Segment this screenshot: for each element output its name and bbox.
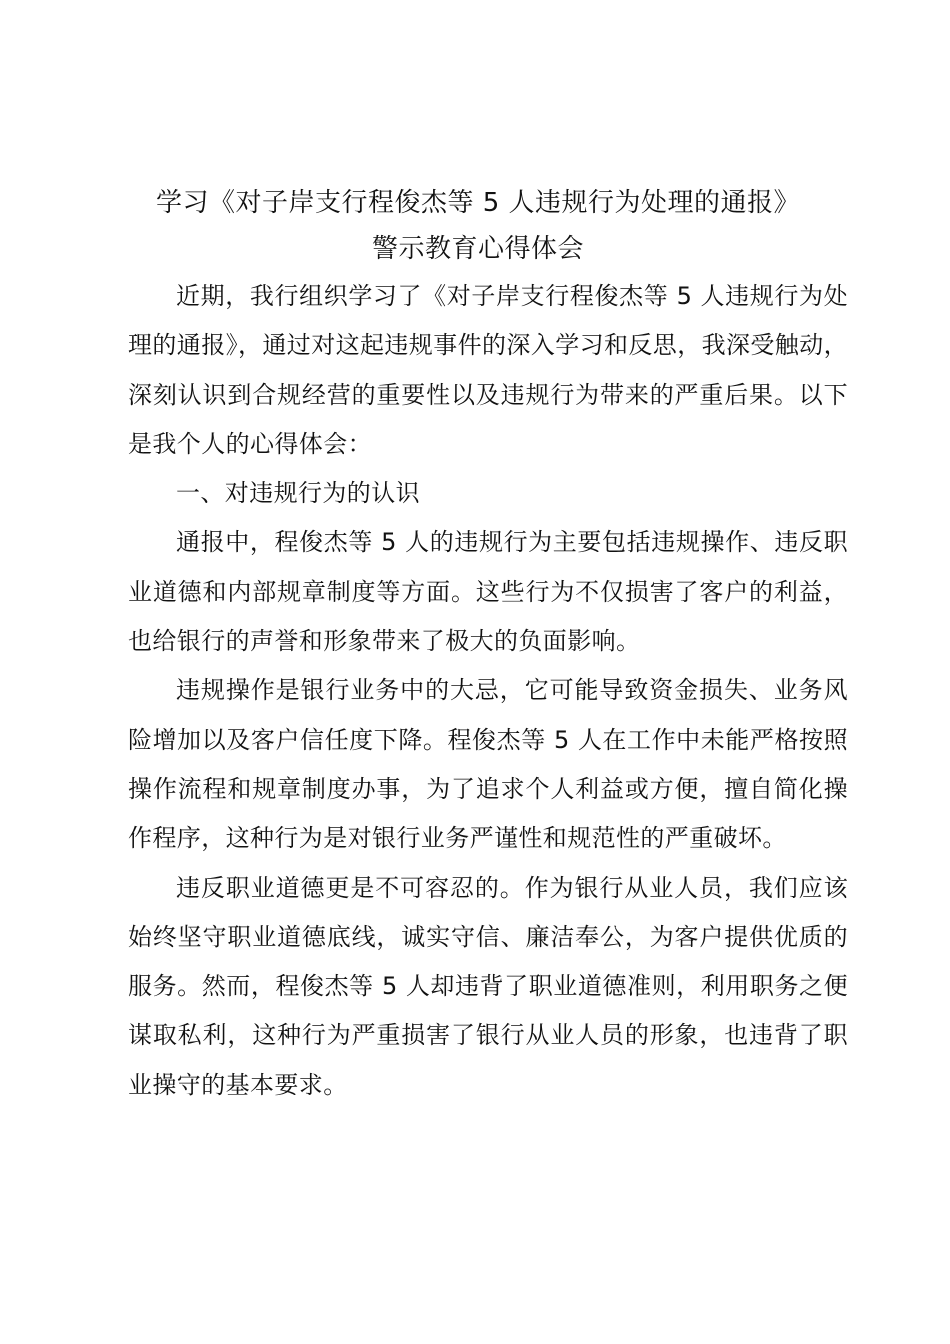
title-line-1: 学习《对子岸支行程俊杰等 5 人违规行为处理的通报》 [155, 188, 801, 218]
document-body [128, 180, 848, 1110]
body-paragraph: 违反职业道德更是不可容忍的。作为银行从业人员，我们应该始终坚守职业道德底线，诚实守信、廉洁奉公，为客户提供优质的服务。然而，程俊杰等 5 人却违背了职业道德准则，利用职务之便谋取私利，这种行为严重损害了银行从业人员的形象，也违背了职业操守的基本要求。 [128, 873, 848, 1099]
body-paragraph: 违规操作是银行业务中的大忌，它可能导致资金损失、业务风险增加以及客户信任度下降。程俊杰等 5 人在工作中未能严格按照操作流程和规章制度办事，为了追求个人利益或方便，擅自简化操作程序，这种行为是对银行业务严谨性和规范性的严重破坏。 [128, 676, 848, 853]
intro-paragraph: 近期，我行组织学习了《对子岸支行程俊杰等 5 人违规行为处理的通报》，通过对这起违规事件的深入学习和反思，我深受触动，深刻认识到合规经营的重要性以及违规行为带来的严重后果。以下是我个人的心得体会： [128, 282, 848, 458]
document-title [118, 180, 838, 272]
title-line-2: 警示教育心得体会 [371, 234, 584, 264]
section-heading-1: 一、对违规行为的认识 [176, 479, 420, 508]
body-paragraph: 通报中，程俊杰等 5 人的违规行为主要包括违规操作、违反职业道德和内部规章制度等方面。这些行为不仅损害了客户的利益，也给银行的声誉和形象带来了极大的负面影响。 [128, 528, 848, 656]
